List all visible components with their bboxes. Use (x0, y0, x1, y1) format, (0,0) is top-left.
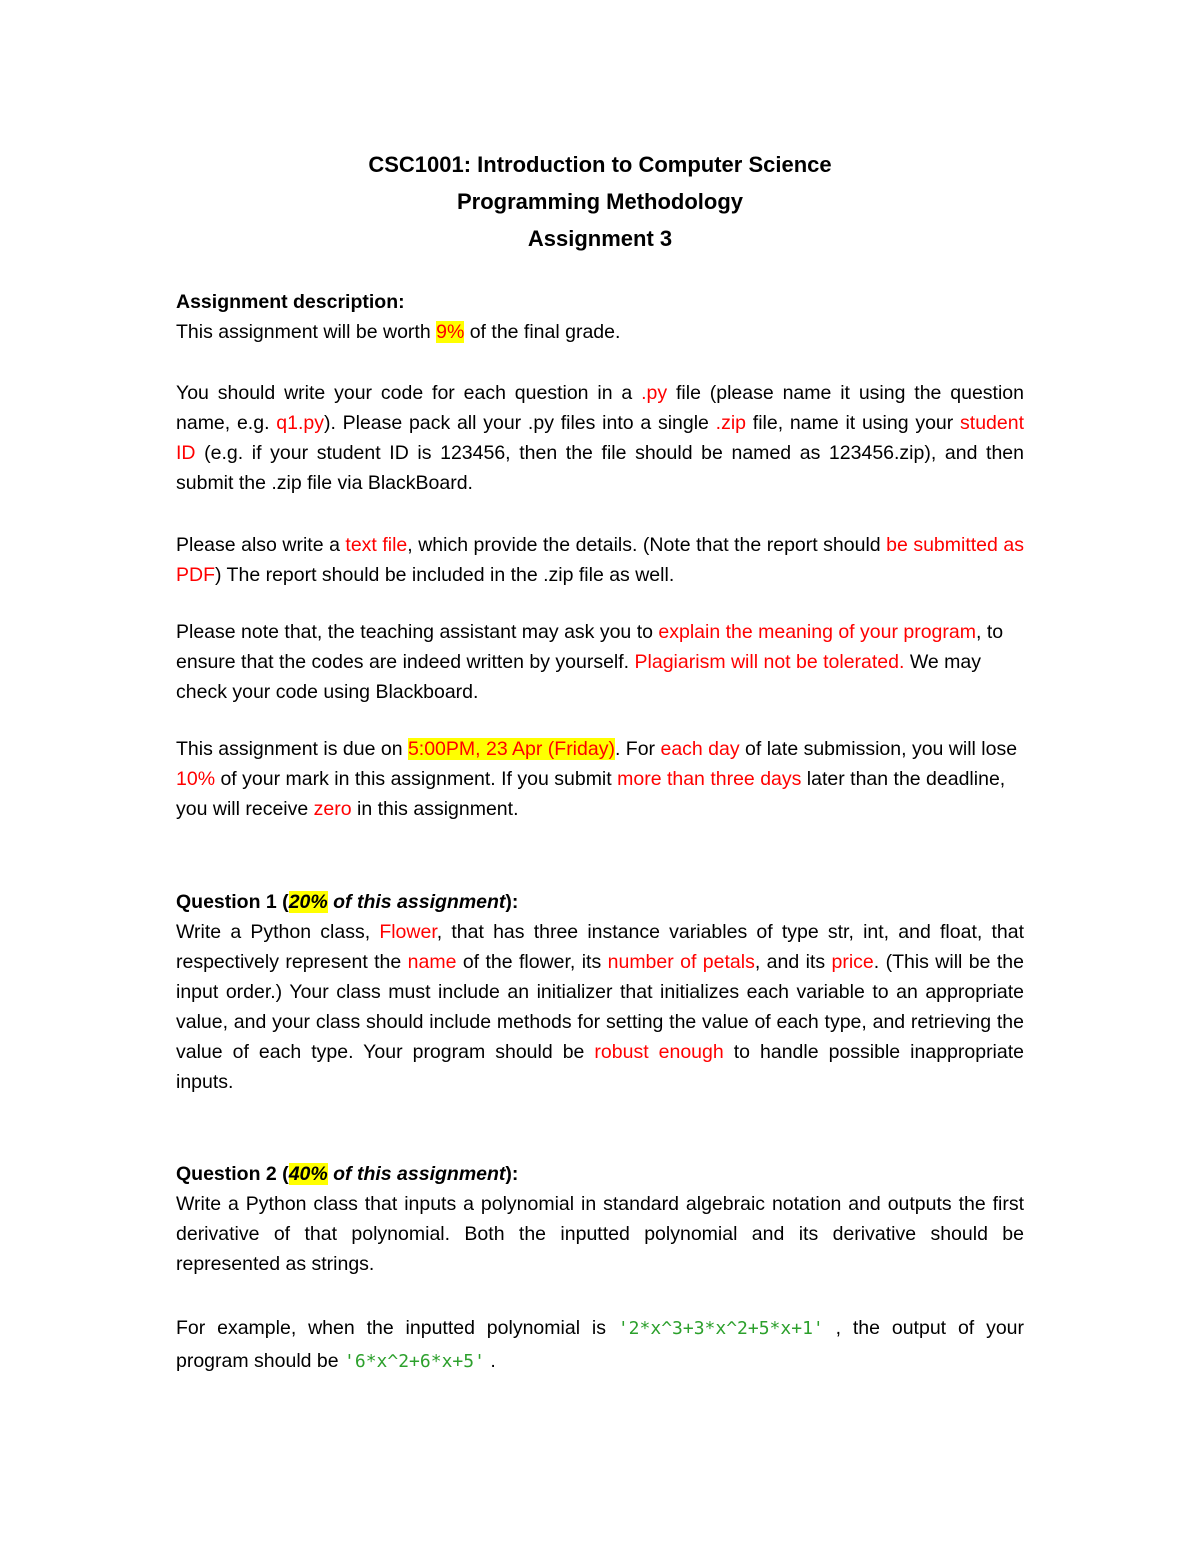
report-paragraph (176, 530, 1024, 590)
q1-text: of the flower, its (456, 951, 608, 973)
course-title: CSC1001: Introduction to Computer Science (368, 152, 832, 177)
plagiarism-text: We may check your code using Blackboard. (176, 651, 981, 703)
report-text: , which provide the details. (Note that the report should (407, 534, 887, 556)
q1-filename: q1.py (276, 412, 324, 434)
q2-weight-tail: of this assignment (327, 1163, 506, 1185)
q1-text: . (This will be the input order.) Your class must include an initializer that initializes each variable to an appropriate value, and your class should include methods for setting the value of each type, and retrieving the value of each type. Your program should be (176, 951, 1024, 1063)
example-text: , the output of your program should be (176, 1317, 1025, 1372)
question-1-body (176, 917, 1024, 1097)
course-subtitle: Programming Methodology (457, 189, 743, 214)
deadline-text: later than the deadline, you will receive (176, 768, 1006, 820)
deadline-text: This assignment is due on (176, 738, 408, 760)
example-output-polynomial: '6*x^2+6*x+5' (344, 1351, 485, 1372)
deadline-text: of late submission, you will lose (739, 738, 1018, 760)
question-2-heading (176, 1159, 1024, 1189)
price-field: price (831, 951, 874, 973)
q1-label-end: ): (505, 891, 519, 913)
name-field: name (407, 951, 457, 973)
example-input-polynomial: '2*x^3+3*x^2+5*x+1' (617, 1318, 824, 1339)
flower-class-name: Flower (379, 921, 437, 943)
question-2-body: Write a Python class that inputs a polynomial in standard algebraic notation and outputs the first derivative of that polynomial. Both the inputted polynomial and its derivative should be represented as strings. (176, 1193, 1024, 1275)
explain-requirement: explain the meaning of your program (658, 621, 976, 643)
report-text: Please also write a (176, 534, 346, 556)
three-days-label: more than three days (617, 768, 802, 790)
petals-field: number of petals (607, 951, 755, 973)
submission-paragraph (176, 378, 1024, 498)
question-2-example (176, 1312, 1024, 1378)
submission-text: file (please name it using the question name, e.g. (176, 382, 1024, 434)
robust-requirement: robust enough (594, 1041, 724, 1063)
submission-text: ). Please pack all your .py files into a single (323, 412, 716, 434)
py-extension: .py (641, 382, 668, 404)
q1-label: Question 1 ( (176, 891, 289, 913)
report-text: ) The report should be included in the .zip file as well. (215, 564, 675, 586)
deadline-text: . For (614, 738, 661, 760)
example-text: For example, when the inputted polynomial is (176, 1317, 618, 1339)
plagiarism-text: , to ensure that the codes are indeed written by yourself. (176, 621, 1004, 673)
assignment-title: Assignment 3 (527, 226, 673, 251)
student-id-label: student ID (176, 412, 1024, 464)
submission-text: You should write your code for each question in a (176, 382, 642, 404)
q1-text: Write a Python class, (176, 921, 380, 943)
text-file-label: text file (345, 534, 408, 556)
q1-weight-tail: of this assignment (327, 891, 506, 913)
due-date: 5:00PM, 23 Apr (Friday) (407, 738, 615, 760)
q1-text: , that has three instance variables of type str, int, and float, that respectively represent the (176, 921, 1025, 973)
q2-label: Question 2 ( (176, 1163, 289, 1185)
worth-sentence (176, 317, 1024, 347)
pdf-requirement: be submitted as PDF (176, 534, 1024, 586)
q1-text: , and its (754, 951, 832, 973)
q2-weight: 40% (288, 1163, 328, 1185)
each-day-label: each day (660, 738, 740, 760)
deadline-text: of your mark in this assignment. If you submit (215, 768, 618, 790)
example-text: . (484, 1350, 496, 1372)
worth-text: This assignment will be worth (176, 321, 437, 343)
description-section (176, 287, 1024, 347)
late-penalty: 10% (176, 768, 216, 790)
plagiarism-text: Please note that, the teaching assistant may ask you to (176, 621, 659, 643)
deadline-paragraph (176, 734, 1024, 824)
submission-text: (e.g. if your student ID is 123456, then the file should be named as 123456.zip), and then submit the .zip file via BlackBoard. (176, 442, 1024, 494)
deadline-text: in this assignment. (351, 798, 519, 820)
q1-weight: 20% (288, 891, 328, 913)
worth-text-end: of the final grade. (464, 321, 621, 343)
question-1-heading (176, 887, 1024, 917)
document-title (0, 146, 1200, 257)
q2-label-end: ): (505, 1163, 519, 1185)
worth-value: 9% (436, 321, 465, 343)
q1-text: to handle possible inappropriate inputs. (176, 1041, 1024, 1093)
description-heading: Assignment description: (176, 291, 405, 313)
zip-extension: .zip (715, 412, 747, 434)
plagiarism-warning: Plagiarism will not be tolerated. (634, 651, 905, 673)
plagiarism-paragraph (176, 617, 1024, 707)
zero-label: zero (313, 798, 352, 820)
submission-text: file, name it using your (746, 412, 961, 434)
